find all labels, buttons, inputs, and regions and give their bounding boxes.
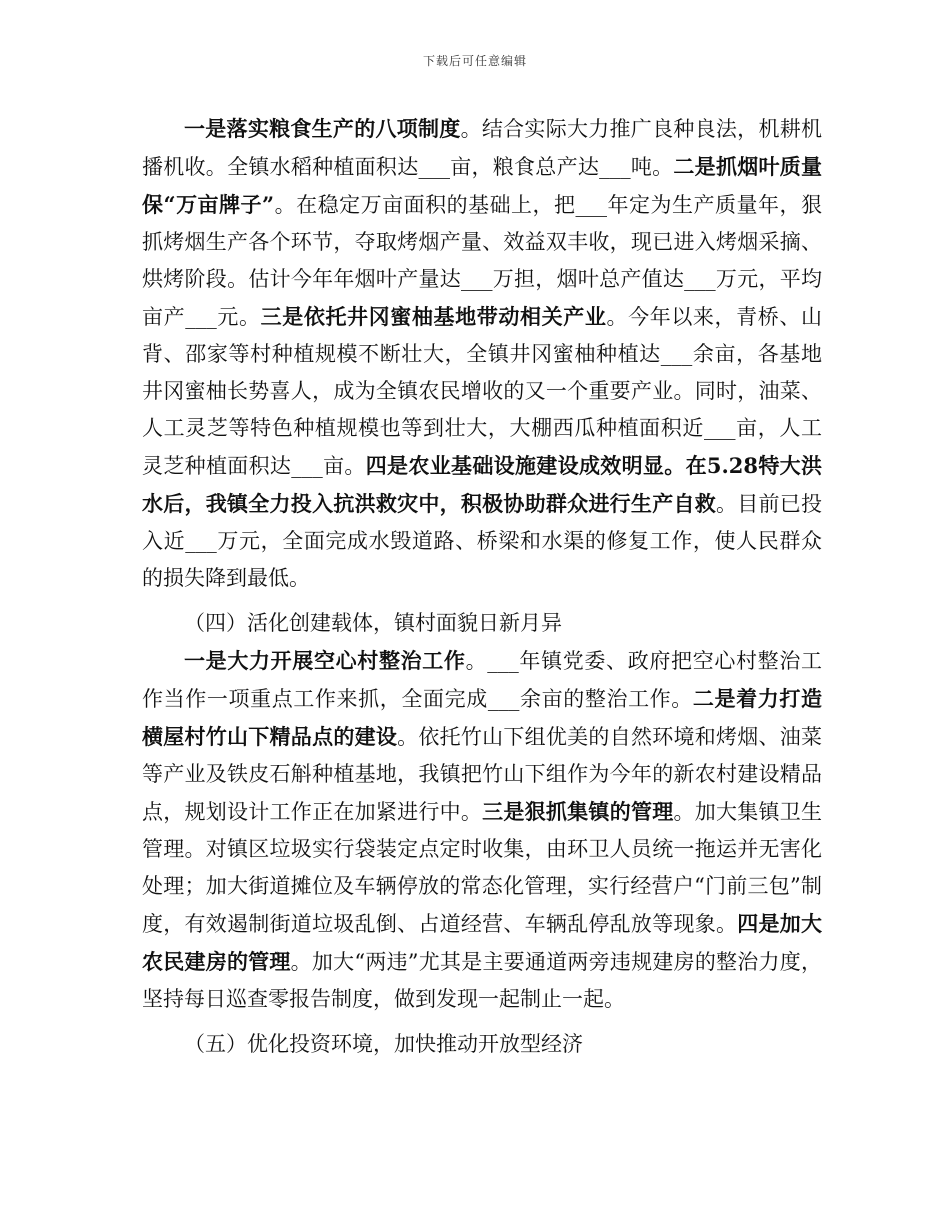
bold-segment: 一是大力开展空心村整治工作 [184,648,466,673]
text-segment: 。加大集镇卫生管理。对镇区垃圾实行袋装定点定时收集，由环卫人员统一拖运并无害化处理；加大街道摊位及车辆停放的常态化管理，实行经营户“门前三包”制度，有效遏制街道垃圾乱倒、占道经营、车辆乱停乱放等现象。 [142,800,823,936]
paragraph-agriculture [142,110,822,597]
page-header: 下载后可任意编辑 [422,54,527,68]
text-segment: 。加大“两违”尤其是主要通道两旁违规建房的整治力度，坚持每日巡查零报告制度，做到发现一起制止一起。 [142,950,822,1011]
bold-segment: 三是依托井冈蜜柚基地带动相关产业 [260,304,607,329]
section-heading-5: （五）优化投资环境，加快推动开放型经济 [184,1032,583,1056]
bold-segment: 四是加大农民建房的管理 [142,911,823,974]
text-segment: 。结合实际大力推广良种良法，机耕机播机收。全镇水稻种植面积达___亩，粮食总产达___吨。 [142,117,823,179]
document-body [142,110,822,1063]
paragraph-village [142,642,822,1018]
text-segment: 。今年以来，青桥、山背、邵家等村种植规模不断壮大，全镇井冈蜜柚种植达___余亩，各基地井冈蜜柚长势喜人，成为全镇农民增收的又一个重要产业。同时，油菜、人工灵芝等特色种植规模也等到壮大，大棚西瓜种植面积近___亩，人工灵芝种植面积达___亩。 [142,305,823,478]
text-segment: 。依托竹山下组优美的自然环境和烤烟、油菜等产业及铁皮石斛种植基地，我镇把竹山下组作为今年的新农村建设精品点，规划设计工作正在加紧进行中。 [142,725,823,824]
bold-segment: 四是农业基础设施建设成效明显。在5.28特大洪水后，我镇全力投入抗洪救灾中，积极协助群众进行生产自救 [142,453,823,516]
bold-segment: 一是落实粮食生产的八项制度 [184,116,461,141]
section-heading-4: （四）活化创建载体，镇村面貌日新月异 [184,611,562,635]
text-segment: 。___年镇党委、政府把空心村整治工作当作一项重点工作来抓，全面完成___余亩的整治工作。 [142,649,823,711]
bold-segment: 二是抓烟叶质量保“万亩牌子” [142,154,823,217]
text-segment: 。在稳定万亩面积的基础上，把___年定为生产质量年，狠抓烤烟生产各个环节，夺取烤烟产量、效益双丰收，现已进入烤烟采摘、烘烤阶段。估计今年年烟叶产量达___万担，烟叶总产值达___万元，平均亩产___元。 [142,193,822,329]
bold-segment: 三是狠抓集镇的管理 [482,799,674,824]
bold-segment: 二是着力打造横屋村竹山下精品点的建设 [142,686,823,749]
text-segment: 。目前已投入近___万元，全面完成水毁道路、桥梁和水渠的修复工作，使人民群众的损失降到最低。 [142,492,823,590]
